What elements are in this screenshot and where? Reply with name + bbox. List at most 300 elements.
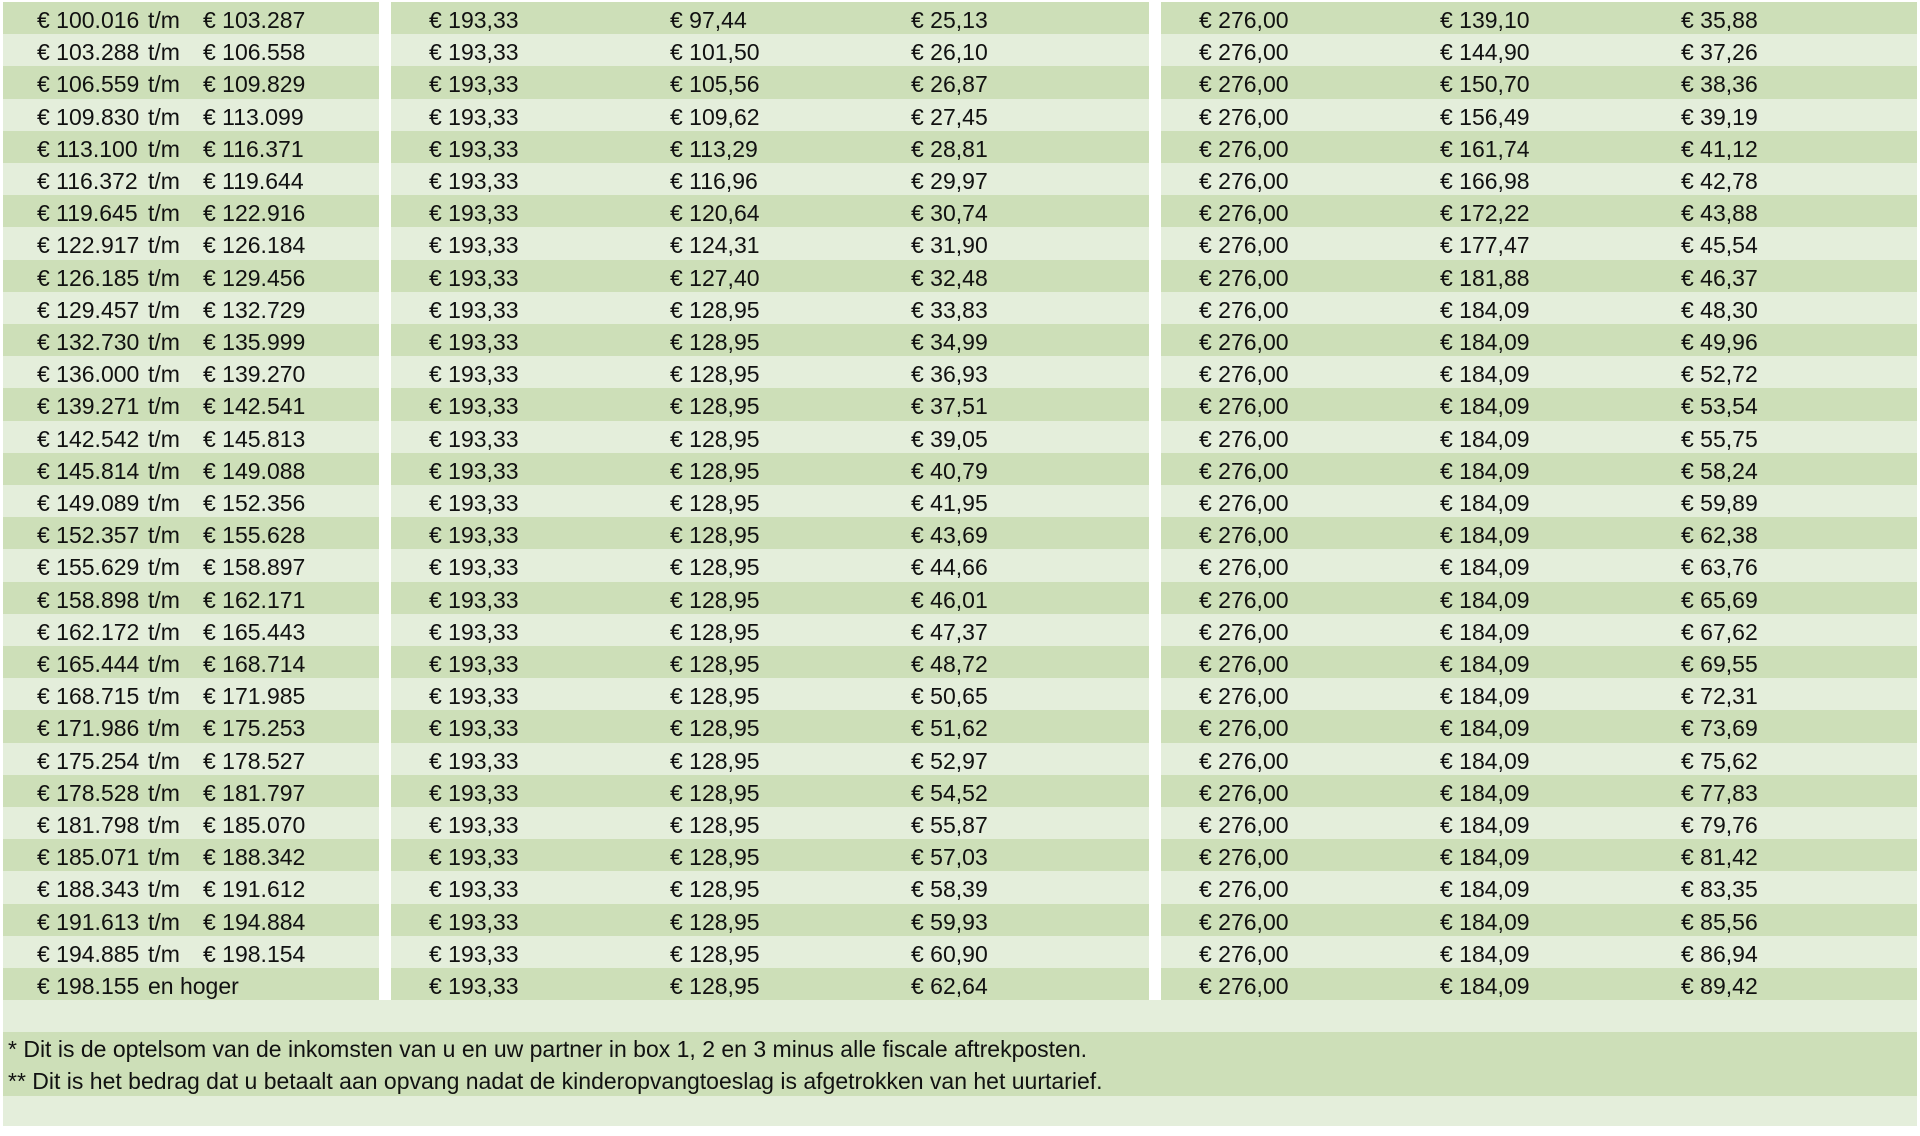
cell-from: € 181.798 <box>37 812 140 838</box>
cell-c6: € 81,42 <box>1681 844 1758 871</box>
cell-c2: € 128,95 <box>670 329 760 355</box>
cell-sep: t/m <box>148 232 180 259</box>
cell-from: € 139.271 <box>37 393 140 420</box>
cell-c3: € 27,45 <box>911 103 988 130</box>
cell-sep: t/m <box>148 618 180 645</box>
cell-c2: € 128,95 <box>670 393 760 420</box>
cell-c6: € 59,89 <box>1681 490 1758 516</box>
cell-c2: € 101,50 <box>670 39 760 66</box>
cell-c1: € 193,33 <box>429 522 519 549</box>
cell-c5: € 184,09 <box>1440 812 1530 838</box>
cell-c1: € 193,33 <box>429 812 519 838</box>
cell-from: € 158.898 <box>37 586 140 613</box>
footer-band <box>3 1096 1917 1126</box>
cell-c2: € 128,95 <box>670 715 760 742</box>
cell-c3: € 29,97 <box>911 168 988 194</box>
cell-sep: t/m <box>148 39 180 66</box>
cell-c6: € 67,62 <box>1681 618 1758 645</box>
cell-c5: € 184,09 <box>1440 876 1530 903</box>
cell-c2: € 128,95 <box>670 361 760 388</box>
cell-c2: € 128,95 <box>670 844 760 871</box>
table-row <box>0 2 1920 34</box>
cell-c5: € 184,09 <box>1440 393 1530 420</box>
cell-sep: t/m <box>148 71 180 98</box>
cell-c3: € 46,01 <box>911 586 988 613</box>
cell-c5: € 184,09 <box>1440 586 1530 613</box>
cell-to: € 185.070 <box>203 812 306 838</box>
cell-to: € 126.184 <box>203 232 306 259</box>
cell-c5: € 184,09 <box>1440 457 1530 484</box>
cell-sep: t/m <box>148 490 180 516</box>
cell-sep: t/m <box>148 651 180 677</box>
cell-c2: € 128,95 <box>670 618 760 645</box>
cell-c6: € 38,36 <box>1681 71 1758 98</box>
row-band <box>1881 195 1917 227</box>
cell-c3: € 41,95 <box>911 490 988 516</box>
cell-sep: t/m <box>148 393 180 420</box>
cell-c4: € 276,00 <box>1199 908 1289 935</box>
cell-to: € 116.371 <box>203 135 304 162</box>
cell-from: € 113.100 <box>37 135 138 162</box>
table-row <box>0 356 1920 388</box>
cell-c4: € 276,00 <box>1199 490 1289 516</box>
cell-c1: € 193,33 <box>429 908 519 935</box>
cell-c4: € 276,00 <box>1199 973 1289 999</box>
cell-sep: t/m <box>148 522 180 549</box>
cell-c1: € 193,33 <box>429 651 519 677</box>
cell-c6: € 83,35 <box>1681 876 1758 903</box>
cell-c2: € 128,95 <box>670 747 760 774</box>
cell-to: € 149.088 <box>203 457 306 484</box>
cell-c3: € 58,39 <box>911 876 988 903</box>
cell-from: € 100.016 <box>37 7 140 33</box>
cell-c5: € 177,47 <box>1440 232 1530 259</box>
cell-from: € 145.814 <box>37 457 140 484</box>
row-band <box>1881 839 1917 871</box>
cell-c3: € 39,05 <box>911 425 988 452</box>
cell-to: € 178.527 <box>203 747 306 774</box>
row-band <box>1881 710 1917 742</box>
table-row <box>0 710 1920 742</box>
cell-from: € 191.613 <box>37 908 140 935</box>
cell-c1: € 193,33 <box>429 39 519 66</box>
cell-c2: € 109,62 <box>670 103 760 130</box>
cell-c4: € 276,00 <box>1199 715 1289 742</box>
cell-c4: € 276,00 <box>1199 103 1289 130</box>
cell-c4: € 276,00 <box>1199 71 1289 98</box>
cell-c4: € 276,00 <box>1199 168 1289 194</box>
cell-c5: € 144,90 <box>1440 39 1530 66</box>
cell-c5: € 184,09 <box>1440 522 1530 549</box>
cell-c3: € 34,99 <box>911 329 988 355</box>
cell-c3: € 44,66 <box>911 554 988 581</box>
cell-c2: € 97,44 <box>670 7 747 33</box>
cell-c1: € 193,33 <box>429 586 519 613</box>
cell-sep: t/m <box>148 200 180 227</box>
cell-from: € 175.254 <box>37 747 140 774</box>
row-band <box>1881 2 1917 34</box>
row-band <box>1881 324 1917 356</box>
cell-c2: € 128,95 <box>670 457 760 484</box>
cell-sep: t/m <box>148 296 180 323</box>
table-row <box>0 388 1920 420</box>
cell-c3: € 59,93 <box>911 908 988 935</box>
cell-c3: € 51,62 <box>911 715 988 742</box>
table-row <box>0 195 1920 227</box>
cell-c4: € 276,00 <box>1199 812 1289 838</box>
cell-from: € 152.357 <box>37 522 140 549</box>
cell-c3: € 47,37 <box>911 618 988 645</box>
cell-c3: € 26,87 <box>911 71 988 98</box>
row-band <box>1881 388 1917 420</box>
cell-from: € 136.000 <box>37 361 140 388</box>
cell-from: € 106.559 <box>37 71 140 98</box>
cell-c1: € 193,33 <box>429 747 519 774</box>
table-row <box>0 292 1920 324</box>
cell-c2: € 128,95 <box>670 522 760 549</box>
cell-sep: t/m <box>148 812 180 838</box>
cell-c1: € 193,33 <box>429 683 519 710</box>
cell-c2: € 128,95 <box>670 651 760 677</box>
cell-c5: € 184,09 <box>1440 844 1530 871</box>
cell-c6: € 43,88 <box>1681 200 1758 227</box>
cell-c3: € 48,72 <box>911 651 988 677</box>
cell-c3: € 40,79 <box>911 457 988 484</box>
row-band <box>1881 936 1917 968</box>
cell-c3: € 50,65 <box>911 683 988 710</box>
cell-to: € 122.916 <box>203 200 306 227</box>
cell-to: € 135.999 <box>203 329 306 355</box>
cell-c5: € 184,09 <box>1440 683 1530 710</box>
cell-to: € 162.171 <box>203 586 306 613</box>
cell-c5: € 184,09 <box>1440 973 1530 999</box>
cell-c1: € 193,33 <box>429 232 519 259</box>
table-row <box>0 99 1920 131</box>
cell-c5: € 150,70 <box>1440 71 1530 98</box>
cell-c1: € 193,33 <box>429 361 519 388</box>
cell-sep: t/m <box>148 425 180 452</box>
cell-sep: t/m <box>148 876 180 903</box>
table-row <box>0 485 1920 517</box>
cell-from: € 162.172 <box>37 618 140 645</box>
cell-sep: t/m <box>148 940 180 967</box>
cell-c4: € 276,00 <box>1199 522 1289 549</box>
cell-sep: t/m <box>148 844 180 871</box>
cell-c5: € 184,09 <box>1440 940 1530 967</box>
cell-c1: € 193,33 <box>429 715 519 742</box>
row-band <box>1881 678 1917 710</box>
row-band <box>1881 646 1917 678</box>
cell-to: € 158.897 <box>203 554 306 581</box>
cell-to: € 171.985 <box>203 683 306 710</box>
cell-c6: € 69,55 <box>1681 651 1758 677</box>
cell-c3: € 52,97 <box>911 747 988 774</box>
cell-c3: € 57,03 <box>911 844 988 871</box>
cell-c1: € 193,33 <box>429 71 519 98</box>
row-band <box>1881 485 1917 517</box>
cell-sep: t/m <box>148 7 180 33</box>
cell-c2: € 127,40 <box>670 264 760 291</box>
cell-to: € 165.443 <box>203 618 306 645</box>
row-band <box>1881 614 1917 646</box>
cell-to: € 155.628 <box>203 522 306 549</box>
cell-c1: € 193,33 <box>429 457 519 484</box>
table-row <box>0 227 1920 259</box>
cell-from: € 178.528 <box>37 779 140 806</box>
cell-sep: en hoger <box>148 973 239 999</box>
cell-c6: € 37,26 <box>1681 39 1758 66</box>
row-band <box>1881 163 1917 195</box>
cell-c5: € 184,09 <box>1440 554 1530 581</box>
row-band <box>1881 743 1917 775</box>
cell-c5: € 172,22 <box>1440 200 1530 227</box>
cell-c6: € 85,56 <box>1681 908 1758 935</box>
cell-c4: € 276,00 <box>1199 39 1289 66</box>
cell-c6: € 46,37 <box>1681 264 1758 291</box>
cell-c4: € 276,00 <box>1199 232 1289 259</box>
footnote-1: * Dit is de optelsom van de inkomsten van u en uw partner in box 1, 2 en 3 minus alle fiscale aftrekposten. <box>8 1036 1088 1063</box>
cell-c4: € 276,00 <box>1199 329 1289 355</box>
cell-c4: € 276,00 <box>1199 844 1289 871</box>
cell-c5: € 184,09 <box>1440 747 1530 774</box>
footer-band <box>3 1000 1917 1032</box>
row-band <box>1881 34 1917 66</box>
cell-to: € 109.829 <box>203 71 306 98</box>
row-band <box>1881 421 1917 453</box>
cell-c4: € 276,00 <box>1199 779 1289 806</box>
cell-c1: € 193,33 <box>429 425 519 452</box>
cell-c3: € 37,51 <box>911 393 988 420</box>
cell-to: € 188.342 <box>203 844 306 871</box>
cell-c1: € 193,33 <box>429 940 519 967</box>
row-band <box>1881 549 1917 581</box>
cell-from: € 142.542 <box>37 425 140 452</box>
cell-c3: € 55,87 <box>911 812 988 838</box>
cell-to: € 168.714 <box>203 651 306 677</box>
cell-c2: € 128,95 <box>670 586 760 613</box>
row-band <box>1881 871 1917 903</box>
cell-c3: € 36,93 <box>911 361 988 388</box>
cell-c4: € 276,00 <box>1199 747 1289 774</box>
cell-c2: € 116,96 <box>670 168 758 194</box>
table-row <box>0 807 1920 839</box>
cell-to: € 198.154 <box>203 940 306 967</box>
cell-sep: t/m <box>148 747 180 774</box>
row-band <box>1881 292 1917 324</box>
cell-from: € 126.185 <box>37 264 140 291</box>
cell-c5: € 156,49 <box>1440 103 1530 130</box>
row-band <box>1881 131 1917 163</box>
cell-c6: € 48,30 <box>1681 296 1758 323</box>
cell-c4: € 276,00 <box>1199 554 1289 581</box>
cell-to: € 129.456 <box>203 264 306 291</box>
cell-c2: € 113,29 <box>670 135 758 162</box>
row-band <box>1881 260 1917 292</box>
cell-c6: € 42,78 <box>1681 168 1758 194</box>
cell-c2: € 128,95 <box>670 683 760 710</box>
table-row <box>0 66 1920 98</box>
table-row <box>0 678 1920 710</box>
cell-c5: € 184,09 <box>1440 651 1530 677</box>
cell-c1: € 193,33 <box>429 490 519 516</box>
cell-sep: t/m <box>148 457 180 484</box>
cell-sep: t/m <box>148 103 180 130</box>
cell-c4: € 276,00 <box>1199 296 1289 323</box>
cell-c6: € 41,12 <box>1681 135 1758 162</box>
cell-c5: € 166,98 <box>1440 168 1530 194</box>
cell-to: € 191.612 <box>203 876 306 903</box>
cell-c1: € 193,33 <box>429 264 519 291</box>
cell-c1: € 193,33 <box>429 779 519 806</box>
cell-c2: € 120,64 <box>670 200 760 227</box>
cell-c5: € 184,09 <box>1440 618 1530 645</box>
cell-sep: t/m <box>148 264 180 291</box>
cell-c3: € 43,69 <box>911 522 988 549</box>
cell-from: € 129.457 <box>37 296 140 323</box>
cell-c3: € 60,90 <box>911 940 988 967</box>
cell-to: € 194.884 <box>203 908 306 935</box>
table-row <box>0 421 1920 453</box>
cell-c4: € 276,00 <box>1199 618 1289 645</box>
cell-c2: € 128,95 <box>670 908 760 935</box>
cell-c4: € 276,00 <box>1199 425 1289 452</box>
table-row <box>0 743 1920 775</box>
row-band <box>1881 904 1917 936</box>
cell-c1: € 193,33 <box>429 296 519 323</box>
cell-c5: € 184,09 <box>1440 779 1530 806</box>
cell-c5: € 184,09 <box>1440 715 1530 742</box>
cell-from: € 122.917 <box>37 232 140 259</box>
cell-c6: € 58,24 <box>1681 457 1758 484</box>
cell-c6: € 35,88 <box>1681 7 1758 33</box>
cell-from: € 168.715 <box>37 683 140 710</box>
row-band <box>1881 453 1917 485</box>
cell-c6: € 45,54 <box>1681 232 1758 259</box>
cell-to: € 152.356 <box>203 490 306 516</box>
row-band <box>1881 227 1917 259</box>
cell-c1: € 193,33 <box>429 973 519 999</box>
row-band <box>1881 807 1917 839</box>
cell-c5: € 181,88 <box>1440 264 1530 291</box>
table-row <box>0 614 1920 646</box>
cell-c6: € 86,94 <box>1681 940 1758 967</box>
cell-c6: € 79,76 <box>1681 812 1758 838</box>
cell-sep: t/m <box>148 361 180 388</box>
cell-c3: € 25,13 <box>911 7 988 33</box>
table-row <box>0 936 1920 968</box>
cell-c4: € 276,00 <box>1199 7 1289 33</box>
cell-c4: € 276,00 <box>1199 683 1289 710</box>
cell-sep: t/m <box>148 168 180 194</box>
cell-c2: € 124,31 <box>670 232 760 259</box>
cell-c3: € 26,10 <box>911 39 988 66</box>
cell-from: € 155.629 <box>37 554 140 581</box>
cell-to: € 113.099 <box>203 103 304 130</box>
cell-c1: € 193,33 <box>429 554 519 581</box>
cell-c5: € 184,09 <box>1440 490 1530 516</box>
cell-to: € 181.797 <box>203 779 306 806</box>
cell-c3: € 33,83 <box>911 296 988 323</box>
cell-from: € 171.986 <box>37 715 140 742</box>
cell-c4: € 276,00 <box>1199 651 1289 677</box>
cell-c6: € 63,76 <box>1681 554 1758 581</box>
cell-c3: € 54,52 <box>911 779 988 806</box>
cell-c1: € 193,33 <box>429 393 519 420</box>
table-row <box>0 968 1920 1000</box>
cell-to: € 145.813 <box>203 425 306 452</box>
table-row <box>0 324 1920 356</box>
cell-c1: € 193,33 <box>429 329 519 355</box>
cell-c2: € 128,95 <box>670 940 760 967</box>
cell-sep: t/m <box>148 586 180 613</box>
cell-sep: t/m <box>148 683 180 710</box>
cell-c3: € 62,64 <box>911 973 988 999</box>
row-band <box>1881 582 1917 614</box>
cell-from: € 194.885 <box>37 940 140 967</box>
cell-c2: € 128,95 <box>670 779 760 806</box>
cell-c6: € 62,38 <box>1681 522 1758 549</box>
cell-c3: € 30,74 <box>911 200 988 227</box>
cell-to: € 142.541 <box>203 393 306 420</box>
cell-from: € 103.288 <box>37 39 140 66</box>
cell-c2: € 128,95 <box>670 812 760 838</box>
table-row <box>0 646 1920 678</box>
row-band <box>1881 968 1917 1000</box>
cell-c2: € 128,95 <box>670 425 760 452</box>
table-row <box>0 904 1920 936</box>
cell-c1: € 193,33 <box>429 103 519 130</box>
cell-c1: € 193,33 <box>429 844 519 871</box>
cell-c1: € 193,33 <box>429 200 519 227</box>
cell-c3: € 28,81 <box>911 135 988 162</box>
cell-c4: € 276,00 <box>1199 393 1289 420</box>
cell-c5: € 184,09 <box>1440 908 1530 935</box>
table-row <box>0 453 1920 485</box>
cell-c5: € 139,10 <box>1440 7 1530 33</box>
cell-c2: € 128,95 <box>670 554 760 581</box>
cell-c4: € 276,00 <box>1199 264 1289 291</box>
cell-c2: € 105,56 <box>670 71 760 98</box>
cell-c6: € 73,69 <box>1681 715 1758 742</box>
cell-c2: € 128,95 <box>670 876 760 903</box>
cell-c6: € 52,72 <box>1681 361 1758 388</box>
cell-to: € 175.253 <box>203 715 306 742</box>
cell-c5: € 184,09 <box>1440 425 1530 452</box>
cell-from: € 188.343 <box>37 876 140 903</box>
cell-c5: € 184,09 <box>1440 329 1530 355</box>
cell-from: € 185.071 <box>37 844 140 871</box>
footnote-2: ** Dit is het bedrag dat u betaalt aan opvang nadat de kinderopvangtoeslag is afgetrokken van het uurtarief. <box>8 1068 1103 1095</box>
cell-sep: t/m <box>148 779 180 806</box>
cell-sep: t/m <box>148 554 180 581</box>
cell-c1: € 193,33 <box>429 7 519 33</box>
cell-c6: € 49,96 <box>1681 329 1758 355</box>
cell-c1: € 193,33 <box>429 618 519 645</box>
cell-c6: € 55,75 <box>1681 425 1758 452</box>
cell-c4: € 276,00 <box>1199 876 1289 903</box>
cell-to: € 106.558 <box>203 39 306 66</box>
table-row <box>0 517 1920 549</box>
cell-c2: € 128,95 <box>670 296 760 323</box>
cell-c6: € 65,69 <box>1681 586 1758 613</box>
cell-c6: € 39,19 <box>1681 103 1758 130</box>
cell-from: € 149.089 <box>37 490 140 516</box>
cell-c6: € 89,42 <box>1681 973 1758 999</box>
cell-c2: € 128,95 <box>670 973 760 999</box>
cell-c1: € 193,33 <box>429 876 519 903</box>
cell-sep: t/m <box>148 908 180 935</box>
cell-c4: € 276,00 <box>1199 457 1289 484</box>
